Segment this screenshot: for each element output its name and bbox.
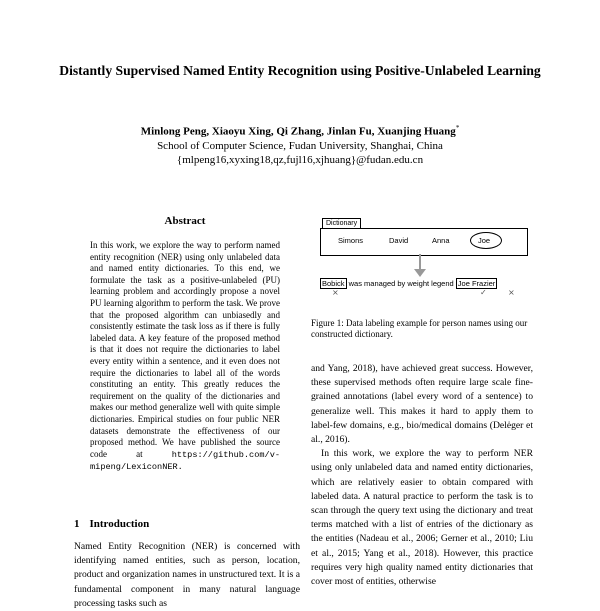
arrow-down-icon	[410, 254, 430, 278]
paper-title: Distantly Supervised Named Entity Recognition using Positive-Unlabeled Learning	[59, 63, 541, 78]
entity-bobick: Bobick	[322, 279, 345, 288]
dict-name-joe: Joe	[478, 236, 491, 245]
emails: {mlpeng16,xyxing18,qz,fujl16,xjhuang}@fudan.edu.cn	[176, 153, 424, 166]
author-list: Minlong Peng, Xiaoyu Xing, Qi Zhang, Jinlan Fu, Xuanjing Huang	[140, 125, 456, 138]
source-code-link[interactable]: https://github.com/v-mipeng/LexiconNER.	[90, 449, 281, 473]
dict-name-david: David	[389, 236, 409, 245]
paragraph-continued: and Yang, 2018), have achieved great success. However, these supervised methods often require large scale fine-grained annotations (label every word of a sentence) to generalize well. This makes it hard to apply them to label-few domains, e.g., bio/medical domains (Delėger et al., 2016).	[311, 363, 533, 446]
cross-icon: ×	[508, 288, 515, 297]
dict-name-anna: Anna	[432, 236, 450, 245]
author-names	[40, 121, 560, 139]
abstract-body	[90, 240, 280, 474]
author-block	[40, 121, 560, 167]
section-heading	[74, 518, 149, 530]
author-mark: *	[455, 124, 460, 132]
entity-joe-frazier: Joe Frazier	[457, 279, 496, 288]
intro-paragraph	[74, 540, 300, 611]
abstract-text: In this work, we explore the way to perform named entity recognition (NER) using only unlabeled data and named entity dictionaries. To this end, we formulate the task as a positive-unlabeled (PU) learning problem and accordingly propose a novel PU learning algorithm to perform the task. We prove that the proposed algorithm can unbiasedly and consistently estimate the task loss as if there is fully labeled data. A key feature of the proposed method is that it does not require the dictionaries to label every entity within a sentence, and it even does not require the dictionaries to label all of the words constituting an entity. This greatly reduces the requirement on the quality of the dictionaries and makes our method generalize well with quite simple dictionaries. Empirical studies on four public NER datasets demonstrate the effectiveness of our proposed method. We have published the source code at	[90, 240, 280, 459]
dict-name-simons: Simons	[338, 236, 364, 245]
dictionary-label: Dictionary	[322, 218, 361, 229]
cross-icon: ×	[332, 288, 339, 297]
sentence-middle: was managed by weight legend	[348, 279, 454, 288]
affiliation: School of Computer Science, Fudan University, Shanghai, China	[157, 139, 443, 152]
figure-caption: Figure 1: Data labeling example for person names using our constructed dictionary.	[311, 318, 528, 340]
labeled-sentence	[320, 278, 497, 289]
section-number: 1	[74, 518, 80, 530]
paragraph-this-work: In this work, we explore the way to perform NER using only unlabeled data and named entity dictionaries, which are relatively easier to obtain compared with labeled data. A natural practice to perform the task is to scan through the query text using the dictionary and treat terms matched with a list of entries of the dictionary as the entities (Nadeau et al., 2006; Gerner et al., 2010; Liu et al., 2015; Yang et al., 2018). However, this practice requires very high quality named entity dictionaries that cover most of entities, otherwise	[311, 448, 533, 588]
right-column-text	[311, 362, 533, 589]
intro-text: Named Entity Recognition (NER) is concerned with identifying named entities, such as person, location, product and organization names in unstructured text. It is a fundamental component in many natural language processing tasks such as	[74, 541, 300, 609]
abstract-heading: Abstract	[164, 215, 206, 227]
section-title: Introduction	[89, 518, 150, 530]
check-icon: ✓	[480, 288, 487, 297]
